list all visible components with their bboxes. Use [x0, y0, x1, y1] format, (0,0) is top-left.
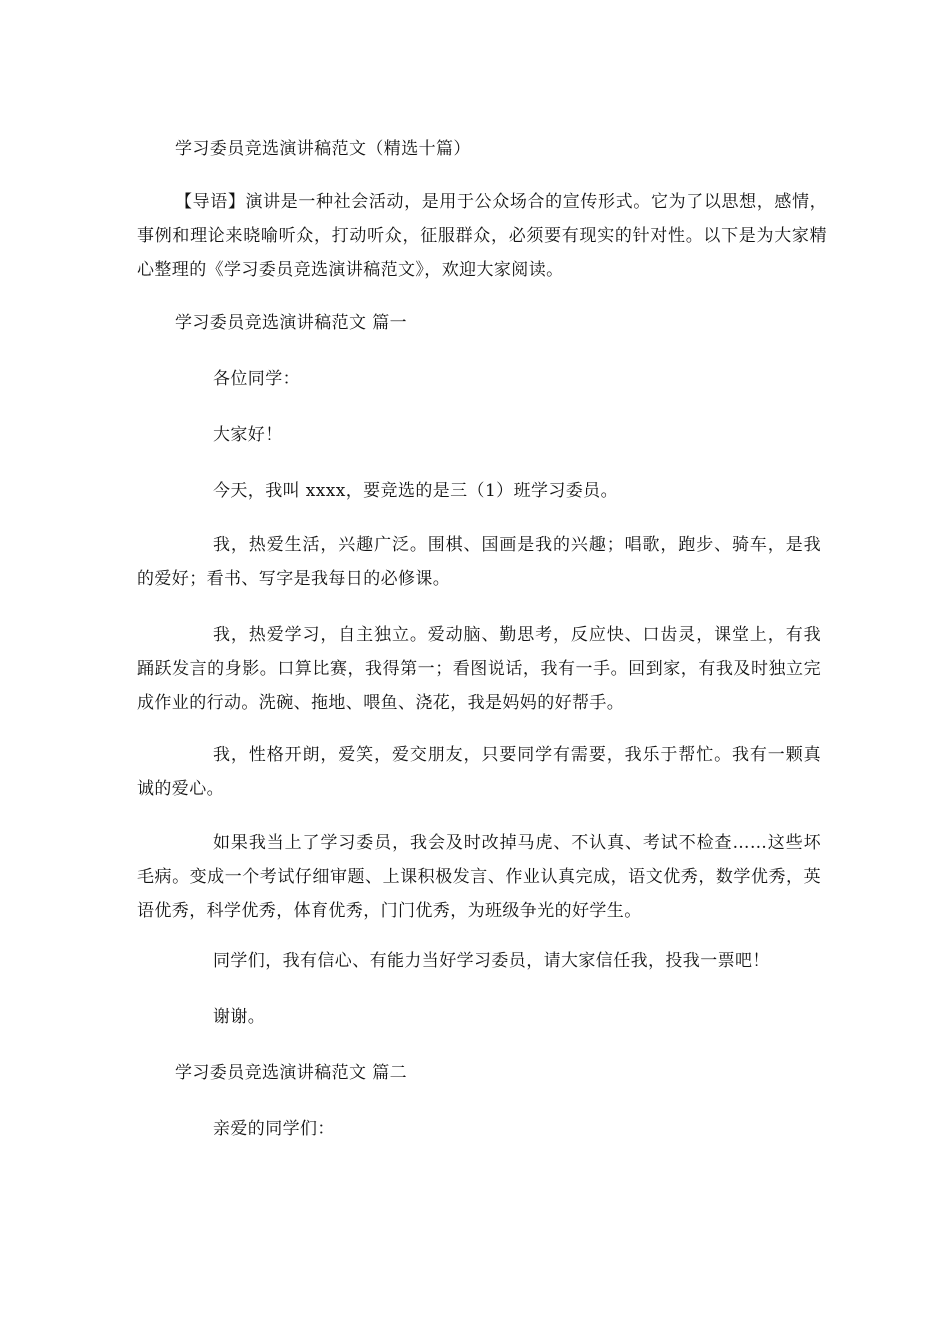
hello-line: 大家好！ — [213, 425, 283, 445]
paragraph-study: 我，热爱学习，自主独立。爱动脑、勤思考，反应快、口齿灵，课堂上，有我踊跃发言的身影。口算比赛，我得第一；看图说话，我有一手。回到家，有我及时独立完成作业的行动。洗碗、拖地、喂鱼、浇花，我是妈妈的好帮手。 — [137, 625, 821, 713]
thanks-line: 谢谢。 — [213, 1007, 266, 1027]
paragraph-promise: 如果我当上了学习委员，我会及时改掉马虎、不认真、考试不检查……这些坏毛病。变成一个考试仔细审题、上课积极发言、作业认真完成，语文优秀，数学优秀，英语优秀，科学优秀，体育优秀，门门优秀，为班级争光的好学生。 — [137, 833, 821, 921]
paragraph-hobbies: 我，热爱生活，兴趣广泛。围棋、国画是我的兴趣；唱歌，跑步、骑车，是我的爱好；看书、写字是我每日的必修课。 — [137, 535, 821, 589]
section-heading-2: 学习委员竞选演讲稿范文 篇二 — [175, 1063, 408, 1083]
greeting-1: 各位同学： — [213, 369, 300, 389]
paragraph-personality: 我，性格开朗，爱笑，爱交朋友，只要同学有需要，我乐于帮忙。我有一颗真诚的爱心。 — [137, 745, 821, 799]
intro-paragraph: 【导语】演讲是一种社会活动，是用于公众场合的宣传形式。它为了以思想，感情，事例和理论来晓喻听众，打动听众，征服群众，必须要有现实的针对性。以下是为大家精心整理的《学习委员竞选演讲稿范文》，欢迎大家阅读。 — [137, 192, 827, 280]
paragraph-vote: 同学们，我有信心、有能力当好学习委员，请大家信任我，投我一票吧！ — [213, 951, 770, 971]
paragraph-intro-name: 今天，我叫 xxxx，要竞选的是三（1）班学习委员。 — [213, 481, 618, 501]
document-title: 学习委员竞选演讲稿范文（精选十篇） — [175, 139, 471, 159]
section-heading-1: 学习委员竞选演讲稿范文 篇一 — [175, 313, 408, 333]
greeting-2: 亲爱的同学们： — [213, 1119, 335, 1139]
